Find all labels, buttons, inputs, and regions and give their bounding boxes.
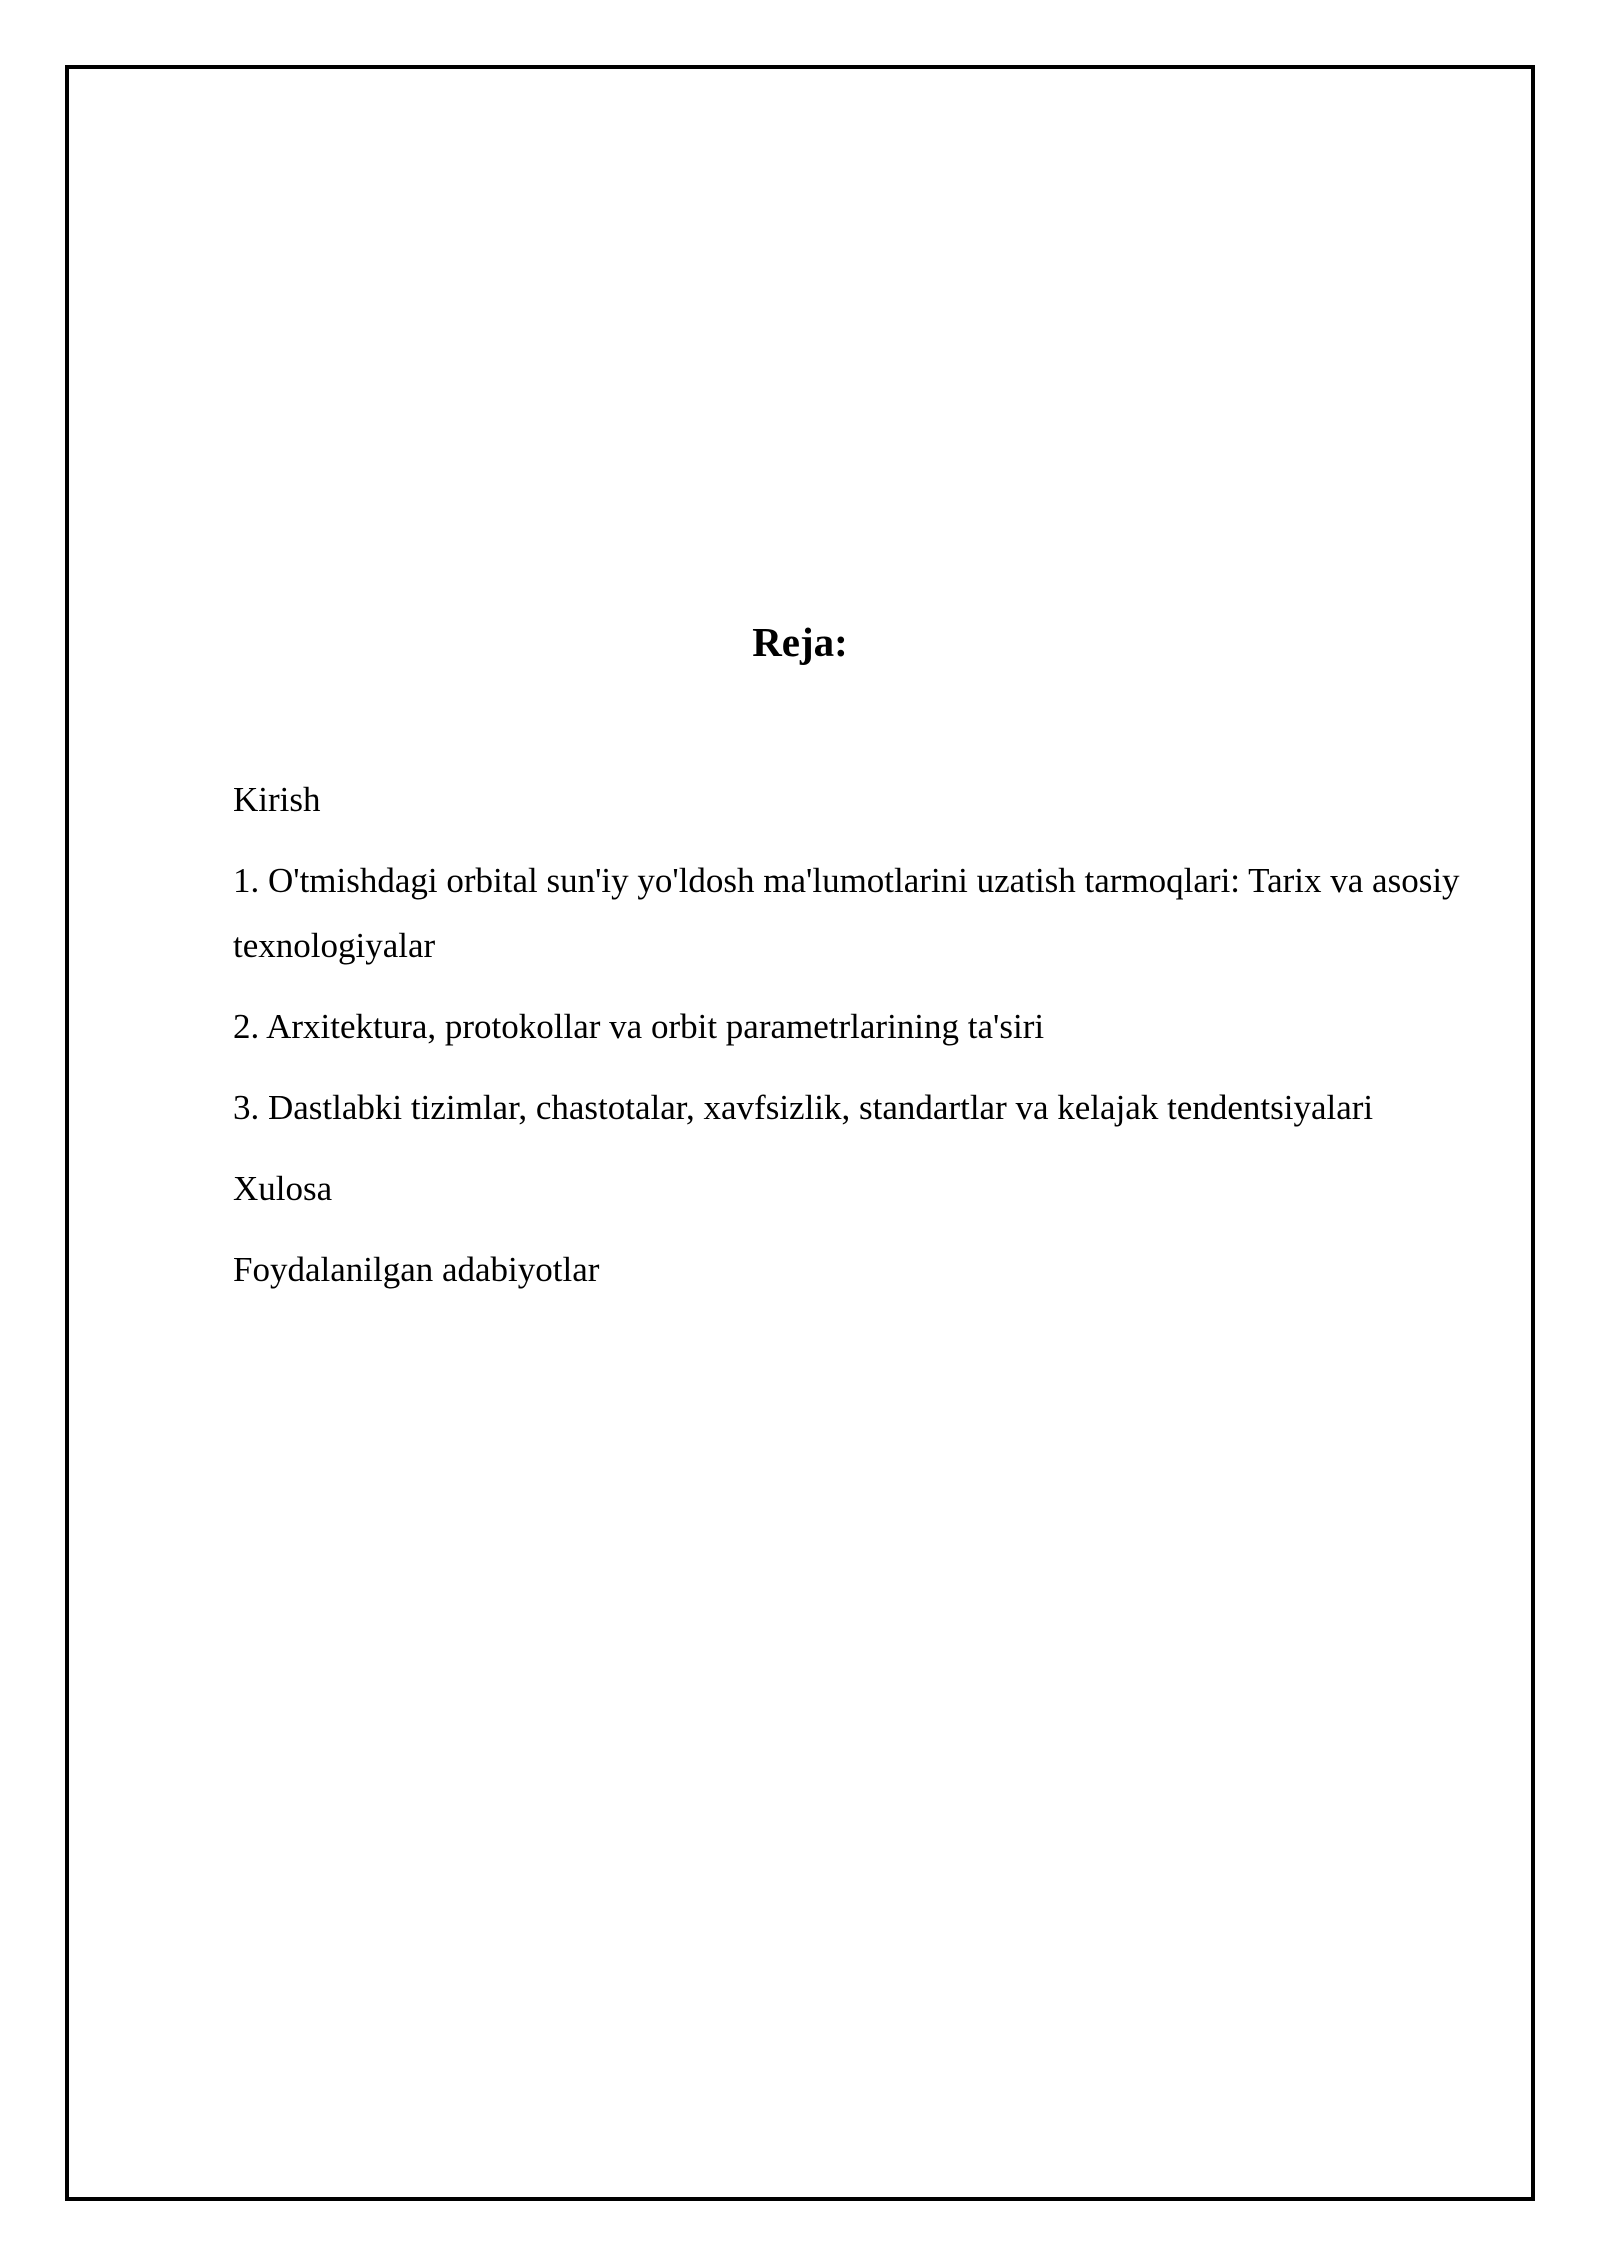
plan-item-1: 1. O'tmishdagi orbital sun'iy yo'ldosh ma'lumotlarini uzatish tarmoqlari: Tarix va asosiy texnologiyalar	[233, 861, 1460, 965]
plan-item-introduction: Kirish	[233, 780, 321, 819]
plan-item-2: 2. Arxitektura, protokollar va orbit parametrlarining ta'siri	[233, 1007, 1045, 1046]
plan-list	[233, 767, 1493, 1318]
plan-item-conclusion: Xulosa	[233, 1169, 333, 1208]
page-border	[65, 65, 1535, 2201]
plan-item-references: Foydalanilgan adabiyotlar	[233, 1250, 600, 1289]
plan-item-3: 3. Dastlabki tizimlar, chastotalar, xavfsizlik, standartlar va kelajak tendentsiyalari	[233, 1088, 1374, 1127]
plan-title: Reja:	[752, 619, 848, 665]
